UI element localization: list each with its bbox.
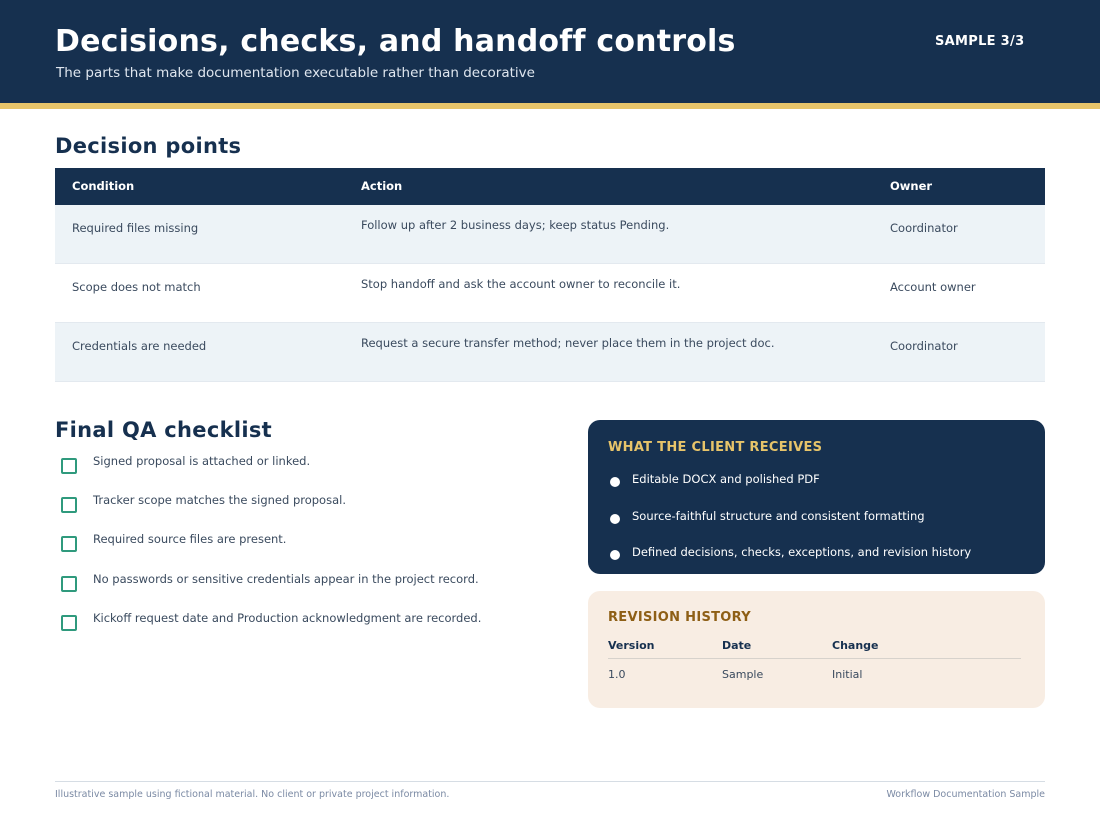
list-item xyxy=(608,472,1028,492)
footer-disclaimer: Illustrative sample using fictional material. No client or private project information. xyxy=(55,789,450,800)
page-header xyxy=(0,0,1100,103)
action-cell: Stop handoff and ask the account owner to reconcile it. xyxy=(361,277,681,291)
checklist-item-label: Signed proposal is attached or linked. xyxy=(93,454,311,468)
action-cell: Follow up after 2 business days; keep status Pending. xyxy=(361,218,670,232)
version-cell: 1.0 xyxy=(608,668,626,681)
checklist-item xyxy=(55,491,555,530)
client-receives-card xyxy=(588,420,1045,574)
column-header-date: Date xyxy=(722,639,752,652)
sample-tag: SAMPLE 3/3 xyxy=(935,34,1025,49)
divider xyxy=(608,658,1021,659)
qa-checklist xyxy=(55,452,555,648)
qa-checklist-title: Final QA checklist xyxy=(55,418,272,442)
condition-cell: Scope does not match xyxy=(72,280,201,294)
checklist-item-label: Kickoff request date and Production acknowledgment are recorded. xyxy=(93,610,482,625)
owner-cell: Coordinator xyxy=(890,221,958,235)
checklist-item-label: Tracker scope matches the signed proposal. xyxy=(93,493,346,508)
column-header-version: Version xyxy=(608,639,655,652)
checkbox[interactable] xyxy=(61,458,77,474)
decision-table-header xyxy=(55,168,1045,205)
column-header-action: Action xyxy=(361,179,403,193)
column-header-condition: Condition xyxy=(72,179,135,193)
list-item xyxy=(608,509,1028,529)
table-row xyxy=(55,205,1045,264)
footer-label: Workflow Documentation Sample xyxy=(886,789,1045,800)
table-row xyxy=(55,264,1045,323)
condition-cell: Required files missing xyxy=(72,221,199,235)
action-cell: Request a secure transfer method; never place them in the project doc. xyxy=(361,336,775,350)
checklist-item xyxy=(55,530,555,569)
list-item-label: Defined decisions, checks, exceptions, and revision history xyxy=(632,545,972,559)
client-receives-title: WHAT THE CLIENT RECEIVES xyxy=(608,440,823,455)
checkbox[interactable] xyxy=(61,615,77,631)
footer-divider xyxy=(55,781,1045,782)
bullet-icon xyxy=(610,477,620,487)
checklist-item xyxy=(55,570,555,609)
checkbox[interactable] xyxy=(61,536,77,552)
checkbox[interactable] xyxy=(61,576,77,592)
checklist-item xyxy=(55,609,555,648)
page-title: Decisions, checks, and handoff controls xyxy=(55,24,736,59)
owner-cell: Account owner xyxy=(890,280,976,294)
bullet-icon xyxy=(610,550,620,560)
column-header-owner: Owner xyxy=(890,179,933,193)
condition-cell: Credentials are needed xyxy=(72,339,207,353)
table-row xyxy=(55,323,1045,382)
checklist-item-label: No passwords or sensitive credentials appear in the project record. xyxy=(93,571,479,586)
checkbox[interactable] xyxy=(61,497,77,513)
change-cell: Initial xyxy=(832,668,863,681)
revision-history-title: REVISION HISTORY xyxy=(608,610,751,625)
date-cell: Sample xyxy=(722,668,764,681)
list-item-label: Source-faithful structure and consistent formatting xyxy=(632,509,925,523)
list-item xyxy=(608,545,1028,565)
decision-points-title: Decision points xyxy=(55,134,242,158)
decision-table xyxy=(55,168,1045,382)
page-subtitle: The parts that make documentation executable rather than decorative xyxy=(56,65,535,81)
list-item-label: Editable DOCX and polished PDF xyxy=(632,472,820,486)
checklist-item-label: Required source files are present. xyxy=(93,532,287,547)
column-header-change: Change xyxy=(832,639,879,652)
bullet-icon xyxy=(610,514,620,524)
header-accent-rule xyxy=(0,103,1100,109)
checklist-item xyxy=(55,452,555,491)
revision-history-card xyxy=(588,591,1045,708)
owner-cell: Coordinator xyxy=(890,339,958,353)
